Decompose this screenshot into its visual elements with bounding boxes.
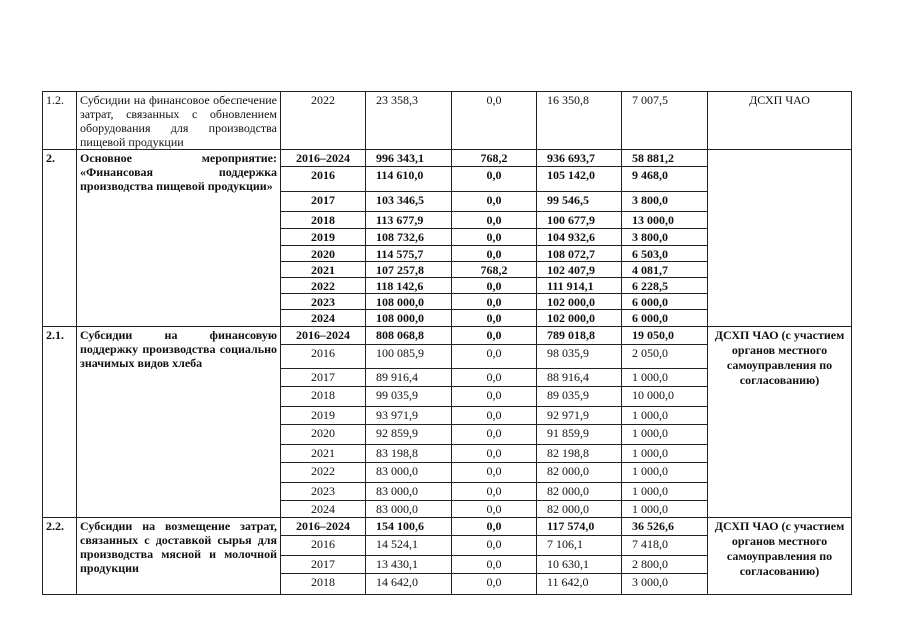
executor-cell: ДСХП ЧАО (с участием органов местного самоуправления по согласованию) xyxy=(708,327,852,518)
total-cell: 13 430,1 xyxy=(366,556,452,574)
regional-budget-cell: 10 630,1 xyxy=(537,556,622,574)
regional-budget-cell: 99 546,5 xyxy=(537,192,622,212)
row-index: 1.2. xyxy=(43,92,77,150)
regional-budget-cell: 102 407,9 xyxy=(537,262,622,278)
period-cell: 2017 xyxy=(281,556,366,574)
federal-budget-cell: 0,0 xyxy=(452,407,537,425)
federal-budget-cell: 0,0 xyxy=(452,345,537,369)
period-cell: 2021 xyxy=(281,445,366,463)
period-cell: 2019 xyxy=(281,229,366,246)
total-cell: 108 000,0 xyxy=(366,294,452,310)
total-cell: 14 642,0 xyxy=(366,574,452,595)
total-cell: 108 000,0 xyxy=(366,310,452,327)
activity-name: Субсидии на финансовую поддержку производства социально значимых видов хлеба xyxy=(77,327,281,518)
regional-budget-cell: 117 574,0 xyxy=(537,518,622,536)
local-budget-cell: 13 000,0 xyxy=(622,212,708,229)
federal-budget-cell: 0,0 xyxy=(452,556,537,574)
period-cell: 2022 xyxy=(281,463,366,483)
row-index: 2.2. xyxy=(43,518,77,595)
federal-budget-cell: 0,0 xyxy=(452,501,537,518)
total-cell: 154 100,6 xyxy=(366,518,452,536)
local-budget-cell: 6 000,0 xyxy=(622,294,708,310)
executor-cell: ДСХП ЧАО (с участием органов местного самоуправления по согласованию) xyxy=(708,518,852,595)
period-cell: 2018 xyxy=(281,574,366,595)
federal-budget-cell: 0,0 xyxy=(452,518,537,536)
federal-budget-cell: 0,0 xyxy=(452,445,537,463)
regional-budget-cell: 102 000,0 xyxy=(537,294,622,310)
total-cell: 103 346,5 xyxy=(366,192,452,212)
activity-name: Субсидии на возмещение затрат, связанных с доставкой сырья для производства мясной и молочной продукции xyxy=(77,518,281,595)
activity-name: Основное мероприятие: «Финансовая поддержка производства пищевой продукции» xyxy=(77,150,281,327)
period-cell: 2016 xyxy=(281,345,366,369)
federal-budget-cell: 0,0 xyxy=(452,369,537,387)
period-cell: 2023 xyxy=(281,294,366,310)
regional-budget-cell: 82 198,8 xyxy=(537,445,622,463)
federal-budget-cell: 0,0 xyxy=(452,246,537,262)
period-cell: 2019 xyxy=(281,407,366,425)
total-cell: 99 035,9 xyxy=(366,387,452,407)
federal-budget-cell: 0,0 xyxy=(452,387,537,407)
executor-cell: ДСХП ЧАО xyxy=(708,92,852,150)
total-cell: 83 000,0 xyxy=(366,483,452,501)
federal-budget-cell: 0,0 xyxy=(452,463,537,483)
period-cell: 2017 xyxy=(281,192,366,212)
local-budget-cell: 1 000,0 xyxy=(622,407,708,425)
total-cell: 92 859,9 xyxy=(366,425,452,445)
local-budget-cell: 9 468,0 xyxy=(622,167,708,192)
period-cell: 2016–2024 xyxy=(281,150,366,167)
regional-budget-cell: 82 000,0 xyxy=(537,501,622,518)
regional-budget-cell: 82 000,0 xyxy=(537,483,622,501)
total-cell: 114 610,0 xyxy=(366,167,452,192)
regional-budget-cell: 89 035,9 xyxy=(537,387,622,407)
period-cell: 2016–2024 xyxy=(281,327,366,345)
period-cell: 2022 xyxy=(281,278,366,294)
local-budget-cell: 6 503,0 xyxy=(622,246,708,262)
regional-budget-cell: 16 350,8 xyxy=(537,92,622,150)
regional-budget-cell: 104 932,6 xyxy=(537,229,622,246)
federal-budget-cell: 0,0 xyxy=(452,92,537,150)
local-budget-cell: 3 800,0 xyxy=(622,229,708,246)
local-budget-cell: 1 000,0 xyxy=(622,501,708,518)
total-cell: 100 085,9 xyxy=(366,345,452,369)
total-cell: 113 677,9 xyxy=(366,212,452,229)
total-cell: 114 575,7 xyxy=(366,246,452,262)
federal-budget-cell: 0,0 xyxy=(452,167,537,192)
federal-budget-cell: 0,0 xyxy=(452,229,537,246)
regional-budget-cell: 111 914,1 xyxy=(537,278,622,294)
federal-budget-cell: 768,2 xyxy=(452,262,537,278)
period-cell: 2017 xyxy=(281,369,366,387)
total-cell: 83 000,0 xyxy=(366,463,452,483)
local-budget-cell: 3 800,0 xyxy=(622,192,708,212)
table-row xyxy=(43,150,852,167)
period-cell: 2016–2024 xyxy=(281,518,366,536)
total-cell: 93 971,9 xyxy=(366,407,452,425)
period-cell: 2018 xyxy=(281,212,366,229)
federal-budget-cell: 0,0 xyxy=(452,310,537,327)
period-cell: 2023 xyxy=(281,483,366,501)
local-budget-cell: 2 050,0 xyxy=(622,345,708,369)
period-cell: 2020 xyxy=(281,246,366,262)
regional-budget-cell: 100 677,9 xyxy=(537,212,622,229)
regional-budget-cell: 11 642,0 xyxy=(537,574,622,595)
local-budget-cell: 1 000,0 xyxy=(622,483,708,501)
table-row xyxy=(43,92,852,150)
regional-budget-cell: 88 916,4 xyxy=(537,369,622,387)
total-cell: 83 000,0 xyxy=(366,501,452,518)
period-cell: 2020 xyxy=(281,425,366,445)
total-cell: 23 358,3 xyxy=(366,92,452,150)
local-budget-cell: 6 000,0 xyxy=(622,310,708,327)
federal-budget-cell: 768,2 xyxy=(452,150,537,167)
period-cell: 2018 xyxy=(281,387,366,407)
period-cell: 2021 xyxy=(281,262,366,278)
total-cell: 107 257,8 xyxy=(366,262,452,278)
federal-budget-cell: 0,0 xyxy=(452,574,537,595)
federal-budget-cell: 0,0 xyxy=(452,425,537,445)
local-budget-cell: 1 000,0 xyxy=(622,369,708,387)
period-cell: 2022 xyxy=(281,92,366,150)
total-cell: 996 343,1 xyxy=(366,150,452,167)
document-page xyxy=(42,91,852,595)
regional-budget-cell: 108 072,7 xyxy=(537,246,622,262)
regional-budget-cell: 92 971,9 xyxy=(537,407,622,425)
row-index: 2. xyxy=(43,150,77,327)
local-budget-cell: 1 000,0 xyxy=(622,445,708,463)
period-cell: 2016 xyxy=(281,167,366,192)
regional-budget-cell: 82 000,0 xyxy=(537,463,622,483)
federal-budget-cell: 0,0 xyxy=(452,192,537,212)
federal-budget-cell: 0,0 xyxy=(452,483,537,501)
local-budget-cell: 58 881,2 xyxy=(622,150,708,167)
table-row xyxy=(43,327,852,345)
local-budget-cell: 1 000,0 xyxy=(622,425,708,445)
total-cell: 14 524,1 xyxy=(366,536,452,556)
budget-table xyxy=(42,91,852,595)
local-budget-cell: 19 050,0 xyxy=(622,327,708,345)
federal-budget-cell: 0,0 xyxy=(452,327,537,345)
executor-cell xyxy=(708,150,852,327)
local-budget-cell: 7 418,0 xyxy=(622,536,708,556)
regional-budget-cell: 98 035,9 xyxy=(537,345,622,369)
regional-budget-cell: 91 859,9 xyxy=(537,425,622,445)
regional-budget-cell: 7 106,1 xyxy=(537,536,622,556)
regional-budget-cell: 936 693,7 xyxy=(537,150,622,167)
activity-name: Субсидии на финансовое обеспечение затрат, связанных с обновлением оборудования для производства пищевой продукции xyxy=(77,92,281,150)
local-budget-cell: 1 000,0 xyxy=(622,463,708,483)
total-cell: 808 068,8 xyxy=(366,327,452,345)
total-cell: 118 142,6 xyxy=(366,278,452,294)
federal-budget-cell: 0,0 xyxy=(452,212,537,229)
federal-budget-cell: 0,0 xyxy=(452,536,537,556)
federal-budget-cell: 0,0 xyxy=(452,294,537,310)
period-cell: 2024 xyxy=(281,501,366,518)
local-budget-cell: 2 800,0 xyxy=(622,556,708,574)
period-cell: 2016 xyxy=(281,536,366,556)
local-budget-cell: 10 000,0 xyxy=(622,387,708,407)
total-cell: 89 916,4 xyxy=(366,369,452,387)
table-row xyxy=(43,518,852,536)
row-index: 2.1. xyxy=(43,327,77,518)
local-budget-cell: 36 526,6 xyxy=(622,518,708,536)
federal-budget-cell: 0,0 xyxy=(452,278,537,294)
regional-budget-cell: 102 000,0 xyxy=(537,310,622,327)
period-cell: 2024 xyxy=(281,310,366,327)
local-budget-cell: 4 081,7 xyxy=(622,262,708,278)
local-budget-cell: 6 228,5 xyxy=(622,278,708,294)
total-cell: 83 198,8 xyxy=(366,445,452,463)
local-budget-cell: 7 007,5 xyxy=(622,92,708,150)
regional-budget-cell: 789 018,8 xyxy=(537,327,622,345)
local-budget-cell: 3 000,0 xyxy=(622,574,708,595)
regional-budget-cell: 105 142,0 xyxy=(537,167,622,192)
total-cell: 108 732,6 xyxy=(366,229,452,246)
